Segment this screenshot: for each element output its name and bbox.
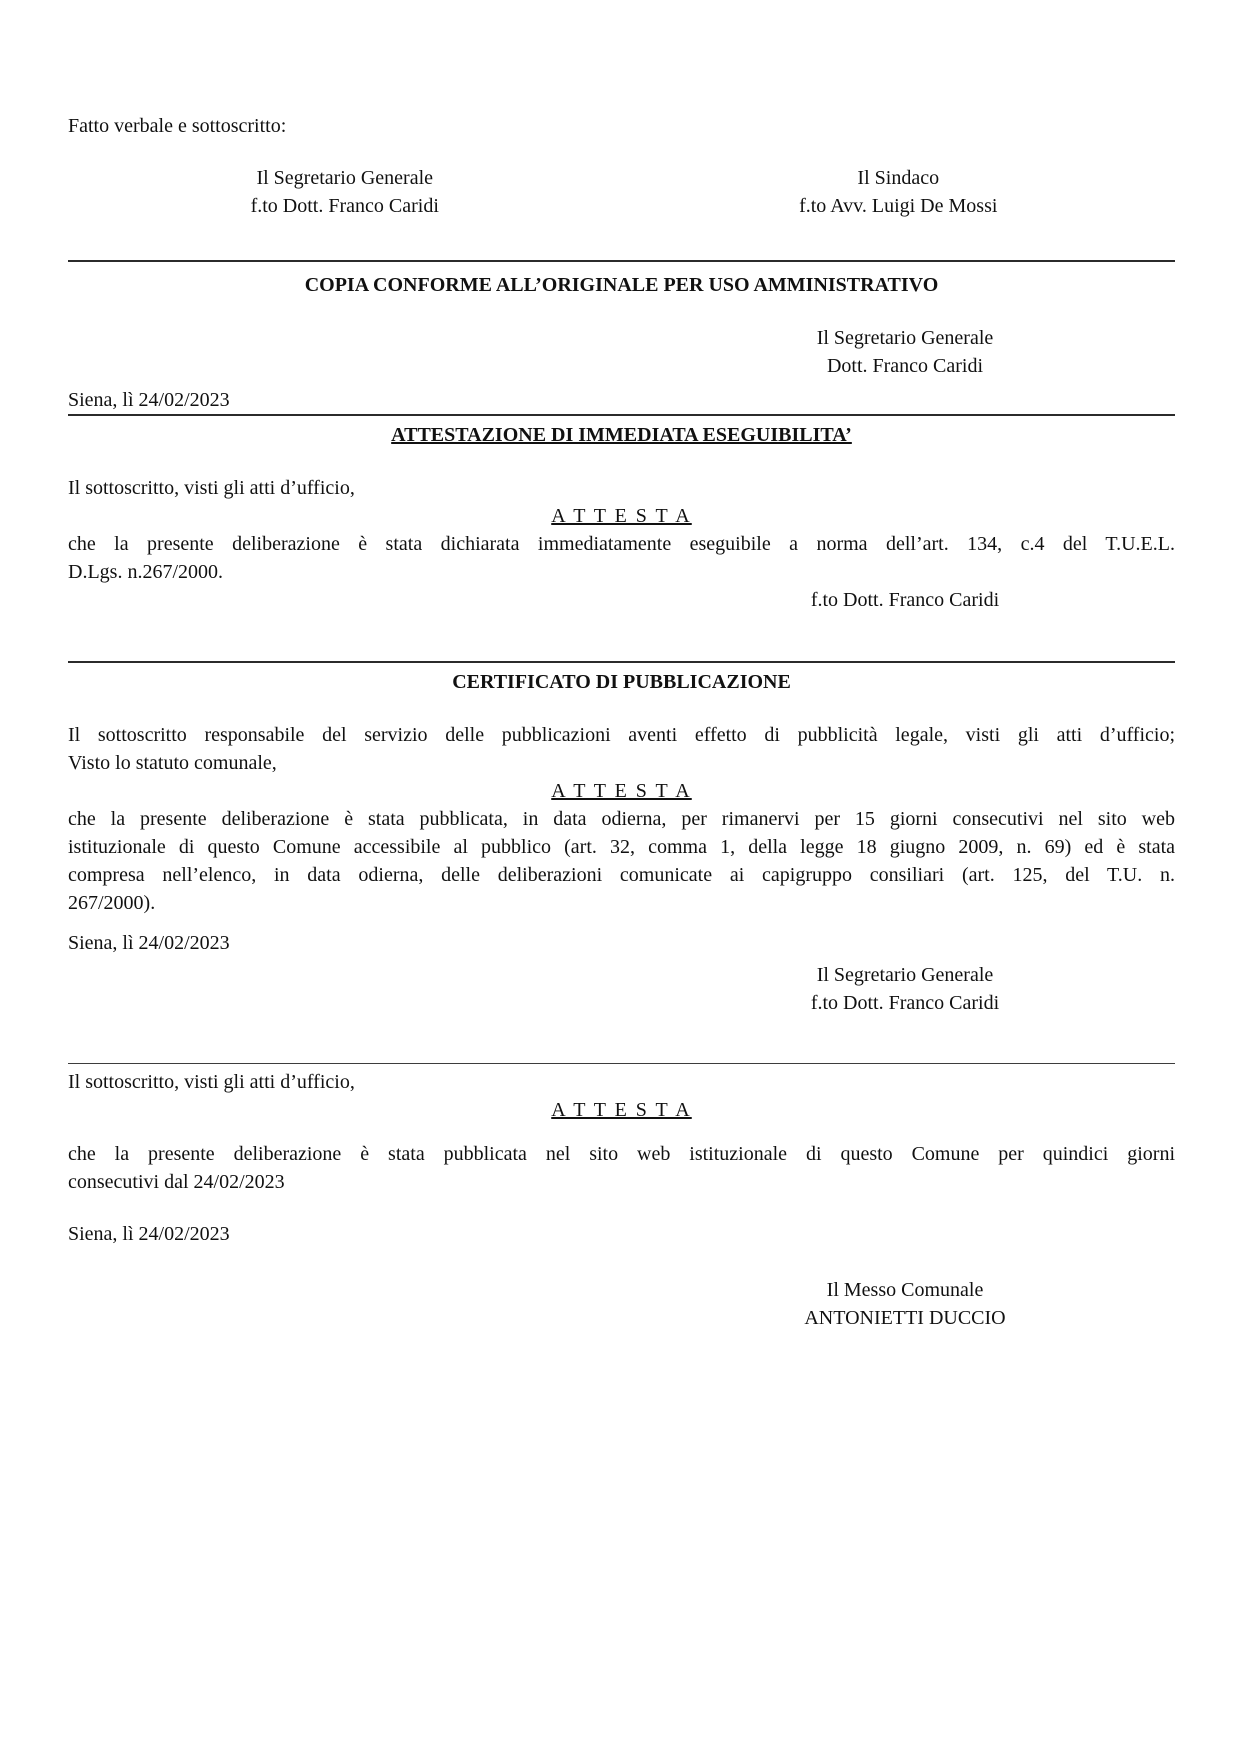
body-line: compresa nell’elenco, in data odierna, delle deliberazioni comunicate ai capigruppo consiliari (art. 125, del T.U. n. [68,864,1175,886]
date-line-ruled [68,386,1175,416]
signature-role: Il Sindaco [857,167,940,189]
section-divider [68,260,1175,262]
attesta-line [68,777,1175,805]
signature-sindaco [622,164,1176,220]
body-line: istituzionale di questo Comune accessibile al pubblico (art. 32, comma 1, della legge 18 giugno 2009, n. 69) ed è stata [68,836,1175,858]
messo-signature-block [735,1276,1075,1332]
top-signatures-row [68,164,1175,220]
signature-role: Il Segretario Generale [816,964,994,986]
body-line: D.Lgs. n.267/2000. [68,561,223,583]
verbale-intro-line: Fatto verbale e sottoscritto: [68,115,287,137]
signature-name: f.to Dott. Franco Caridi [250,195,439,217]
signature-name: f.to Dott. Franco Caridi [810,992,1000,1014]
attesta-text: A T T E S T A [551,1099,692,1121]
sottoscritto-line: Il sottoscritto, visti gli atti d’ufficio, [68,477,355,499]
attesta-line [68,1096,1175,1124]
body-line: che la presente deliberazione è stata pubblicata, in data odierna, per rimanervi per 15 giorni consecutivi nel sito web [68,808,1175,830]
certificato-intro [68,721,1175,777]
signature-name: ANTONIETTI DUCCIO [804,1307,1006,1329]
attesta-text: A T T E S T A [551,505,692,527]
signature-role: Il Segretario Generale [256,167,434,189]
body-line: consecutivi dal 24/02/2023 [68,1171,285,1193]
section-divider [68,661,1175,663]
body-line: Visto lo statuto comunale, [68,752,277,774]
eseguibilita-body [68,530,1175,586]
heading-text: ATTESTAZIONE DI IMMEDIATA ESEGUIBILITA’ [391,424,852,446]
attesta-text: A T T E S T A [551,780,692,802]
date-text: Siena, lì 24/02/2023 [68,389,230,411]
body-line: Il sottoscritto responsabile del servizio delle pubblicazioni aventi effetto di pubblicità legale, visti gli atti d’ufficio; [68,724,1175,746]
signature-role: Il Messo Comunale [826,1279,984,1301]
signature-name: Dott. Franco Caridi [826,355,984,377]
signature-role: Il Segretario Generale [816,327,994,349]
certificato-signature-block [735,961,1075,1017]
date-line: Siena, lì 24/02/2023 [68,1223,230,1245]
signature-name: f.to Dott. Franco Caridi [810,589,1000,611]
body-line: 267/2000). [68,892,156,914]
signature-segretario [68,164,622,220]
attestazione-eseguibilita-heading [68,420,1175,450]
body-line: che la presente deliberazione è stata pubblicata nel sito web istituzionale di questo Comune per quindici giorni [68,1143,1175,1165]
certificato-pubblicazione-heading: CERTIFICATO DI PUBBLICAZIONE [452,671,791,693]
date-line: Siena, lì 24/02/2023 [68,932,230,954]
web-publication-body [68,1140,1175,1196]
sottoscritto-line: Il sottoscritto, visti gli atti d’ufficio, [68,1071,355,1093]
attesta-line [68,502,1175,530]
body-line: che la presente deliberazione è stata dichiarata immediatamente eseguibile a norma dell’art. 134, c.4 del T.U.E.L. [68,533,1175,555]
signature-name: f.to Avv. Luigi De Mossi [799,195,998,217]
copy-conforme-heading: COPIA CONFORME ALL’ORIGINALE PER USO AMMINISTRATIVO [304,274,939,296]
underscore-divider [68,1063,1175,1064]
eseguibilita-signature [735,586,1075,614]
certificato-body [68,805,1175,917]
copy-signature-block [735,324,1075,380]
